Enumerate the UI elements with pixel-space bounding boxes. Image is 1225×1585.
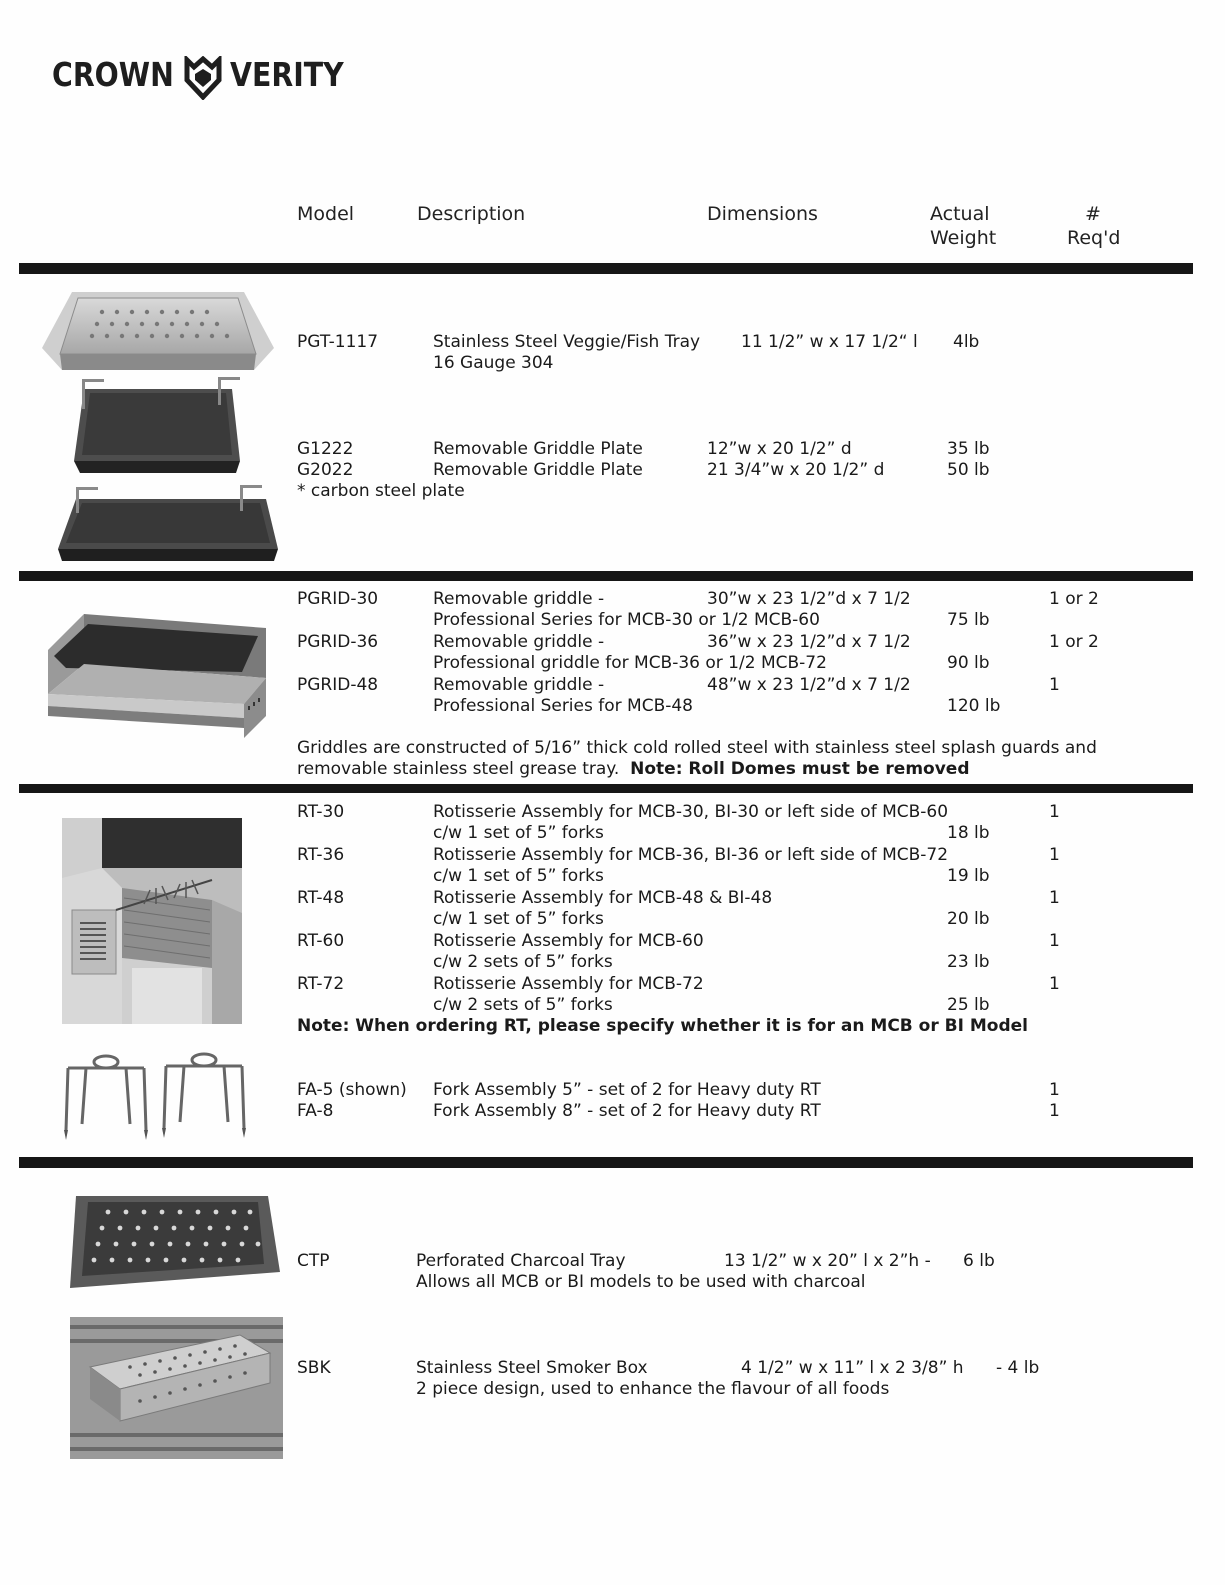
row-model: RT-60 [297,931,345,951]
row-weight: 75 lb [947,610,990,630]
divider-bar [19,784,1193,793]
row-req: 1 [1049,1080,1060,1100]
row-req: 1 [1049,931,1060,951]
row-weight: 4lb [953,332,980,352]
row-weight: 18 lb [947,823,990,843]
row-req: 1 [1049,845,1060,865]
row-model: PGRID-36 [297,632,379,652]
row-description: Fork Assembly 5” - set of 2 for Heavy duty RT [433,1080,821,1100]
crown-shield-icon [184,56,222,100]
row-description: Perforated Charcoal Tray [416,1251,626,1271]
row-dimensions: 13 1/2” w x 20” l x 2”h - [724,1251,931,1271]
row-weight: - 4 lb [996,1358,1040,1378]
row-req: 1 or 2 [1049,589,1099,609]
row-model: PGRID-48 [297,675,379,695]
header-description: Description [417,203,526,225]
griddle-note-bold: Note: Roll Domes must be removed [630,759,970,779]
row-description-line2: c/w 2 sets of 5” forks [433,952,613,972]
fork-assembly-image [58,1050,248,1144]
row-weight: 20 lb [947,909,990,929]
row-description: Removable Griddle Plate [433,439,643,459]
row-description: Rotisserie Assembly for MCB-60 [433,931,704,951]
divider-bar [19,1157,1193,1168]
row-weight: 35 lb [947,439,990,459]
row-model: G2022 [297,460,354,480]
row-model: PGRID-30 [297,589,379,609]
row-description-line2: c/w 1 set of 5” forks [433,909,604,929]
row-description: Stainless Steel Smoker Box [416,1358,648,1378]
divider-bar [19,571,1193,581]
header-weight-line2: Weight [930,227,997,249]
row-weight: 19 lb [947,866,990,886]
griddle-note-line1: Griddles are constructed of 5/16” thick cold rolled steel with stainless steel splash guards and [297,738,1097,758]
row-description: Rotisserie Assembly for MCB-48 & BI-48 [433,888,773,908]
row-dimensions: 11 1/2” w x 17 1/2“ l [741,332,918,352]
header-req-line1: # [1085,203,1101,225]
griddle-plate-image-1 [70,375,246,475]
row-weight: 50 lb [947,460,990,480]
row-description: Rotisserie Assembly for MCB-30, BI-30 or left side of MCB-60 [433,802,949,822]
header-req-line2: Req'd [1067,227,1121,249]
row-description: Rotisserie Assembly for MCB-72 [433,974,704,994]
row-req: 1 [1049,675,1060,695]
row-description: Removable griddle - [433,589,605,609]
charcoal-tray-image [68,1190,280,1290]
row-description-line2: Allows all MCB or BI models to be used with charcoal [416,1272,866,1292]
row-model: G1222 [297,439,354,459]
row-weight: 6 lb [963,1251,995,1271]
row-description: Stainless Steel Veggie/Fish Tray [433,332,701,352]
row-req: 1 or 2 [1049,632,1099,652]
row-model: RT-30 [297,802,345,822]
row-description-line2: c/w 1 set of 5” forks [433,866,604,886]
row-model: RT-48 [297,888,345,908]
row-weight: 25 lb [947,995,990,1015]
row-weight: 23 lb [947,952,990,972]
row-description-line2: c/w 1 set of 5” forks [433,823,604,843]
header-dimensions: Dimensions [707,203,818,225]
row-description: Fork Assembly 8” - set of 2 for Heavy duty RT [433,1101,821,1121]
row-dimensions: 12”w x 20 1/2” d [707,439,852,459]
divider-bar [19,263,1193,274]
row-req: 1 [1049,1101,1060,1121]
row-description-line2: Professional griddle for MCB-36 or 1/2 MCB-72 [433,653,827,673]
row-description: Removable griddle - [433,675,605,695]
row-req: 1 [1049,974,1060,994]
row-description-line2: 2 piece design, used to enhance the flavour of all foods [416,1379,890,1399]
row-description-line2: c/w 2 sets of 5” forks [433,995,613,1015]
rotisserie-image [62,818,242,1024]
griddle-note-line2 [297,759,970,780]
row-dimensions: 48”w x 23 1/2”d x 7 1/2 [707,675,911,695]
row-description-line2: Professional Series for MCB-48 [433,696,693,716]
smoker-box-image [70,1317,283,1459]
row-model: FA-8 [297,1101,334,1121]
veggie-tray-image [42,290,274,374]
griddle-plate-image-2 [56,485,280,565]
row-dimensions: 4 1/2” w x 11” l x 2 3/8” h [741,1358,964,1378]
header-weight-line1: Actual [930,203,990,225]
row-description: Rotisserie Assembly for MCB-36, BI-36 or left side of MCB-72 [433,845,949,865]
row-description: Removable Griddle Plate [433,460,643,480]
row-req: 1 [1049,888,1060,908]
row-weight: 120 lb [947,696,1001,716]
row-weight: 90 lb [947,653,990,673]
row-req: 1 [1049,802,1060,822]
row-model: PGT-1117 [297,332,379,352]
rotisserie-note: Note: When ordering RT, please specify whether it is for an MCB or BI Model [297,1016,1028,1036]
row-model: CTP [297,1251,330,1271]
griddle-note-text: removable stainless steel grease tray. [297,759,620,779]
row-model: SBK [297,1358,331,1378]
header-model: Model [297,203,355,225]
row-model: FA-5 (shown) [297,1080,407,1100]
row-model: RT-36 [297,845,345,865]
row-dimensions: 36”w x 23 1/2”d x 7 1/2 [707,632,911,652]
row-dimensions: 21 3/4”w x 20 1/2” d [707,460,885,480]
footnote: * carbon steel plate [297,481,465,501]
row-description: Removable griddle - [433,632,605,652]
brand-name-left: CROWN [52,55,174,94]
row-model: RT-72 [297,974,345,994]
row-description-line2: 16 Gauge 304 [433,353,554,373]
brand-name-right: VERITY [230,55,344,94]
row-dimensions: 30”w x 23 1/2”d x 7 1/2 [707,589,911,609]
pro-griddle-image [44,606,266,738]
row-description-line2: Professional Series for MCB-30 or 1/2 MCB-60 [433,610,820,630]
